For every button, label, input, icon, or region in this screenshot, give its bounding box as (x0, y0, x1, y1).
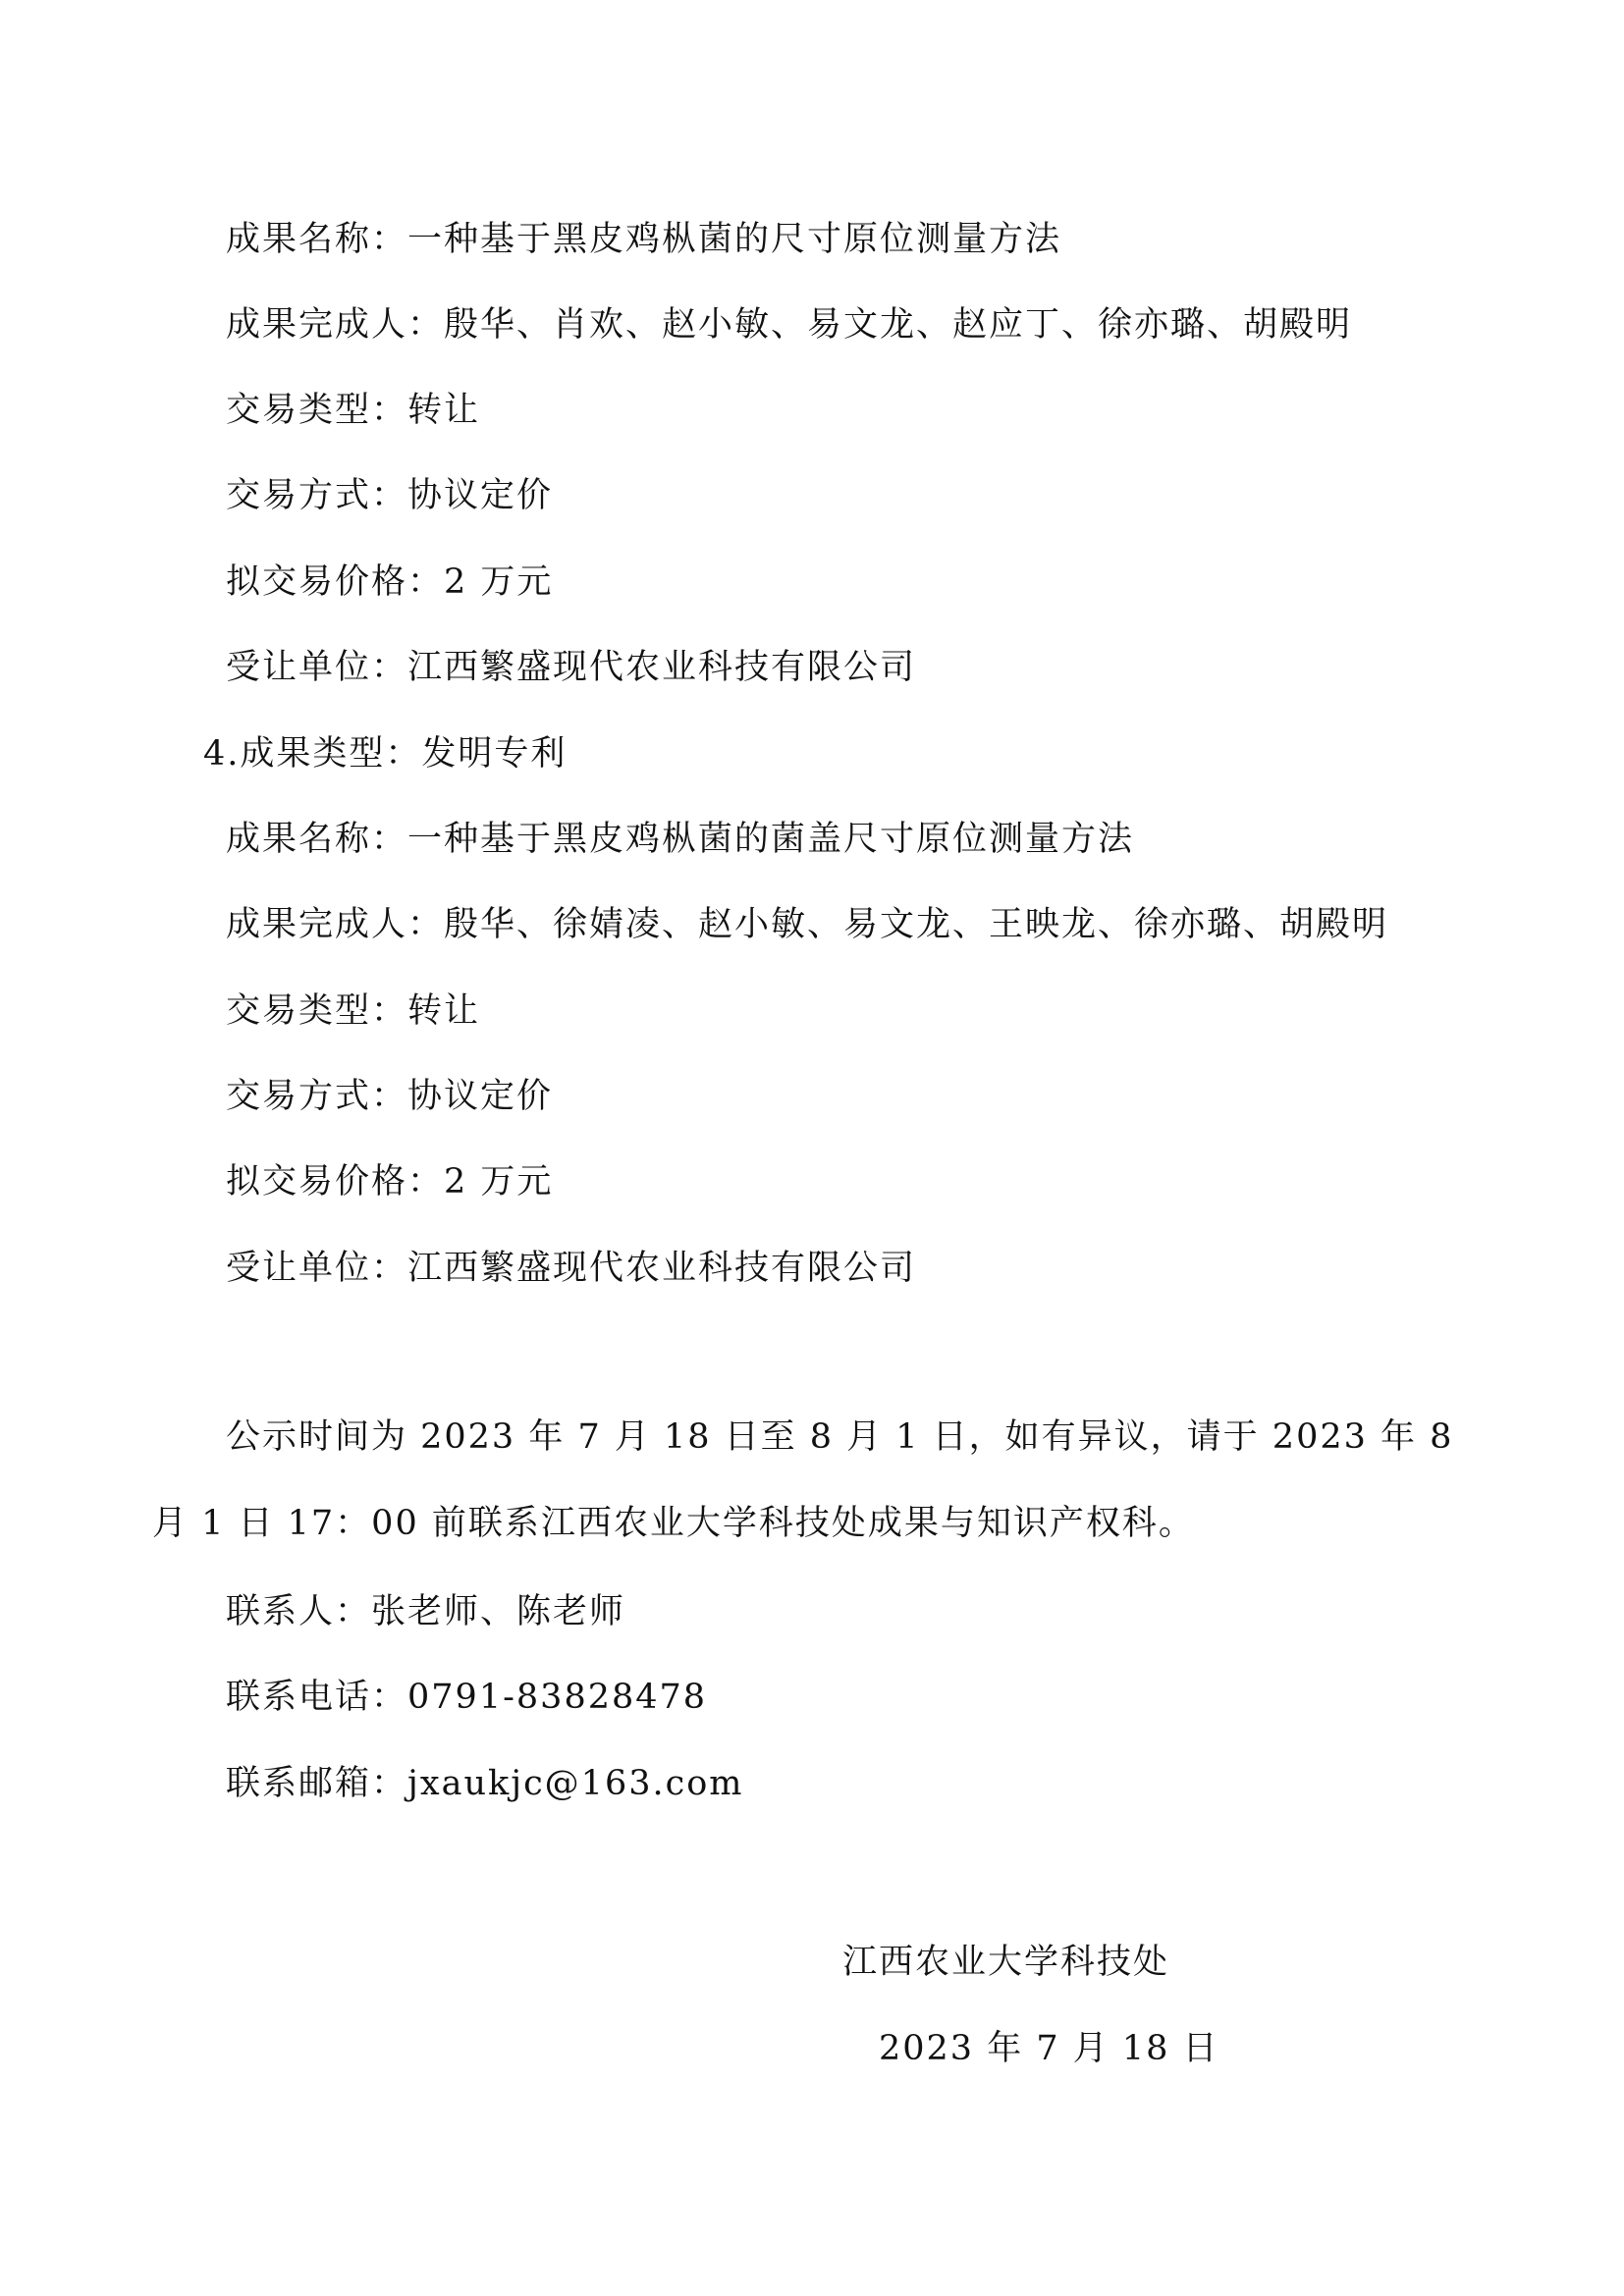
block3-completers-value: 殷华、肖欢、赵小敏、易文龙、赵应丁、徐亦璐、胡殿明 (444, 305, 1353, 345)
block4-price-row (226, 1160, 553, 1203)
block3-trade-type-row (226, 389, 480, 432)
contact-phone-value: 0791-83828478 (407, 1678, 708, 1717)
block4-trade-type-value: 转让 (407, 991, 481, 1031)
block4-trade-type-row (226, 989, 480, 1033)
contact-email-label: 联系邮箱： (226, 1764, 408, 1803)
block4-completers-label: 成果完成人： (226, 905, 445, 944)
contact-person-value: 张老师、陈老师 (371, 1592, 626, 1631)
block3-assignee-label: 受让单位： (226, 648, 408, 687)
block3-price-row (226, 561, 553, 604)
block4-name-label: 成果名称： (226, 820, 408, 859)
block3-price-label: 拟交易价格： (226, 562, 445, 602)
block4-assignee-label: 受让单位： (226, 1249, 408, 1288)
block4-heading: 4.成果类型：发明专利 (203, 734, 568, 774)
block3-trade-method-row (226, 474, 553, 517)
block4-assignee-row (226, 1247, 916, 1290)
block4-price-label: 拟交易价格： (226, 1162, 445, 1201)
block3-name-label: 成果名称： (226, 220, 408, 259)
block3-assignee-row (226, 646, 916, 689)
block3-name-row (226, 218, 1061, 261)
block4-trade-method-value: 协议定价 (407, 1077, 554, 1116)
contact-person-row (226, 1590, 625, 1633)
block4-trade-method-label: 交易方式： (226, 1077, 408, 1116)
contact-email-row (226, 1762, 743, 1805)
block3-assignee-value: 江西繁盛现代农业科技有限公司 (407, 648, 917, 687)
block3-price-value: 2 万元 (444, 562, 554, 602)
contact-phone-label: 联系电话： (226, 1678, 408, 1717)
block4-trade-method-row (226, 1075, 553, 1118)
block3-completers-row (226, 303, 1352, 347)
contact-phone-row (226, 1676, 707, 1719)
block4-assignee-value: 江西繁盛现代农业科技有限公司 (407, 1249, 917, 1288)
block4-completers-value: 殷华、徐婧凌、赵小敏、易文龙、王映龙、徐亦璐、胡殿明 (444, 905, 1389, 944)
block3-completers-label: 成果完成人： (226, 305, 445, 345)
block3-trade-type-value: 转让 (407, 391, 481, 430)
signature-date: 2023 年 7 月 18 日 (879, 2029, 1219, 2068)
block4-trade-type-label: 交易类型： (226, 991, 408, 1031)
signature-org: 江西农业大学科技处 (842, 1943, 1170, 1982)
block4-name-row (226, 818, 1134, 861)
block3-trade-method-label: 交易方式： (226, 476, 408, 515)
notice-paragraph: 公示时间为 2023 年 7 月 18 日至 8 月 1 日，如有异议，请于 2023 年 8 月 1 日 17：00 前联系江西农业大学科技处成果与知识产权科。 (152, 1417, 1454, 1543)
block4-price-value: 2 万元 (444, 1162, 554, 1201)
block3-name-value: 一种基于黑皮鸡枞菌的尺寸原位测量方法 (407, 220, 1062, 259)
contact-person-label: 联系人： (226, 1592, 372, 1631)
block4-name-value: 一种基于黑皮鸡枞菌的菌盖尺寸原位测量方法 (407, 820, 1135, 859)
block3-trade-type-label: 交易类型： (226, 391, 408, 430)
contact-email-value: jxaukjc@163.com (407, 1764, 744, 1803)
block3-trade-method-value: 协议定价 (407, 476, 554, 515)
block4-completers-row (226, 903, 1388, 946)
